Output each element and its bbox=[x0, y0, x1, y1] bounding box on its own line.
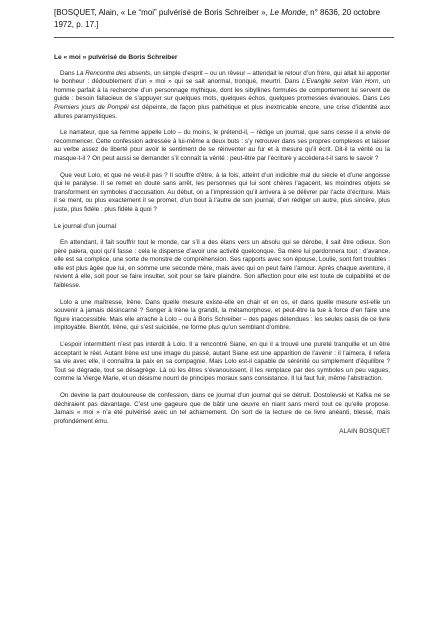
p1-text-c: , un homme parfait à la recherche d’un personnage mythique, dont les sibyllines formules de comportement lui servent de guide : besoin fallacieux de s’appuyer sur quelques mots, quelques échos, quelques promesses évanouies. Dans bbox=[54, 78, 390, 103]
paragraph-4: En attendant, il fait souffrir tout le monde, car s’il a des élans vers un absolu qui se dérobe, il sait être odieux. Son père paiera, quoi qu’il fasse : cela le dispense d’avoir une activité quelconque. Sa mère lui pardonnera tout : d’avance, elle est sa complice, une sorte de monstre de compréhension. Ses rapports avec son épouse, Loulie, sont fort troubles : elle est plus âgée que lui, en somme une seconde mère, mais avec qui on peut faire l’amour. Après chaque aventure, il revient à elle, soit pour se faire insulter, soit pour se faire plaindre. Son affection pour elle est toute de culpabilité et de faiblesse. bbox=[54, 239, 390, 290]
header-rule bbox=[54, 37, 394, 38]
article-body bbox=[54, 54, 390, 437]
paragraph-5: Lolo a une maîtresse, Irène. Dans quelle mesure existe-elle en chair et en os, et dans quelle mesure est-elle un souvenir à jamais désincarné ? Songer à Irène la grandit, la métamorphose, et peut-être la tue à force d’en faire une figure inaccessible. Mais elle arrache à Lolo – ou à Boris Schreiber – des pages détendues : les seules oasis de ce livre impitoyable. Bientôt, Irène, qui s’est suicidée, ne forme plus qu’un semblant d’ombre. bbox=[54, 298, 390, 332]
p1-text-d: est dépeinte, de façon plus pathétique et plus inextricable encore, une crise d’identité aux allures paramystiques. bbox=[54, 103, 390, 120]
citation-journal: Le Monde bbox=[270, 8, 306, 17]
paragraph-6: L’espoir intermittent n’est pas interdit à Lolo. Il a rencontré Siane, en qui il a trouvé une pureté tranquille et un être acceptant le réel. Autant Irène est une image du passé, autant Siane est une apparition de l’avenir : il l’aimera, il refera sa vie avec elle, il connaîtra la paix en sa compagnie. Mais Lolo est-il capable de sérénité ou simplement d’équilibre ? Tout se dégrade, tout se désagrège. Là où les êtres s’évanouissent, il les remplace par des symboles un peu vagues, comme la Vierge Marie, et un désisme nourri de principes moraux sans consistance. Il lui faut fuir, même l’abstraction. bbox=[54, 341, 390, 383]
section-heading: Le journal d’un journal bbox=[54, 222, 116, 230]
p1-book-title-3: Les Premiers jours de Pompéi bbox=[54, 95, 390, 111]
paragraph-2: Le narrateur, que sa femme appelle Lolo – du moins, le prétend-il, – rédige un journal, que sans cesse il a envie de recommencer. Cette confession adressée à lui-même a deux buts : s’y retrouver dans ses propres complexes et laisser au verbe assez de liberté pour avoir le sentiment de se réinventer au fur et à mesure qu’il écrit. Dit-il la vérité ou la masque-t-il ? On peut aussi se demander s’il connaît la vérité : peut-être par l’écriture y accèdera-t-il sans le savoir ? bbox=[54, 129, 390, 162]
p1-text-b: , un simple d’esprit – ou un rêveur – attendait le retour d’un frère, qui allait lui apporter le bonheur : dédoublement d’un « moi » qui se sait anormal, tronqué, meurtri. Dans bbox=[54, 69, 390, 86]
p1-book-title-1: La Rencontre des absents bbox=[76, 69, 151, 77]
p1-text-a: Dans bbox=[60, 69, 77, 77]
citation-header bbox=[54, 7, 400, 31]
paragraph-3: Que veut Lolo, et que ne veut-il pas ? Il souffre d’être, à la fois, atteint d’un indicible mal du siècle et d’une angoisse qui le paralyse. Il se remet en doute sans arrêt, les personnes qui lui sont chères l’agacent, les moindres objets se transforment en symboles d’accusation. Au début, on a l’impression qu’il arrivera à se délivrer par l’acte d’écriture. Mais il se ment, ou plus exactement il se promet, d’un bout à l’autre de son journal, d’en rédiger un autre, plus sincère, plus juste, plus fidèle : plus fidèle à quoi ? bbox=[54, 171, 390, 213]
author-signature: ALAIN BOSQUET bbox=[339, 428, 390, 436]
paragraph-7: On devine la part douloureuse de confession, dans ce journal d’un journal qui se détruit. Dostoïevski et Kafka ne se déchiraient pas davantage. C’est une gageure que de bâtir une œuvre en niant sans merci tout ce qu’elle propose. Jamais « moi » n’a été pulvérisé avec un tel acharnement. On sort de la lecture de ce livre anéanti, blessé, mais profondément ému. bbox=[54, 392, 390, 425]
article-title: Le « moi » pulvérisé de Boris Schreiber bbox=[54, 54, 178, 61]
p1-book-title-2: L’Evangile selon Van Horn bbox=[301, 78, 379, 86]
paragraph-1 bbox=[54, 70, 390, 122]
citation-text-start: [BOSQUET, Alain, « Le “moi” pulvérisé de Boris Schreiber », bbox=[54, 8, 271, 17]
citation-text-end: , n° 8636, 20 octobre 1972, p. 17.] bbox=[54, 8, 381, 29]
